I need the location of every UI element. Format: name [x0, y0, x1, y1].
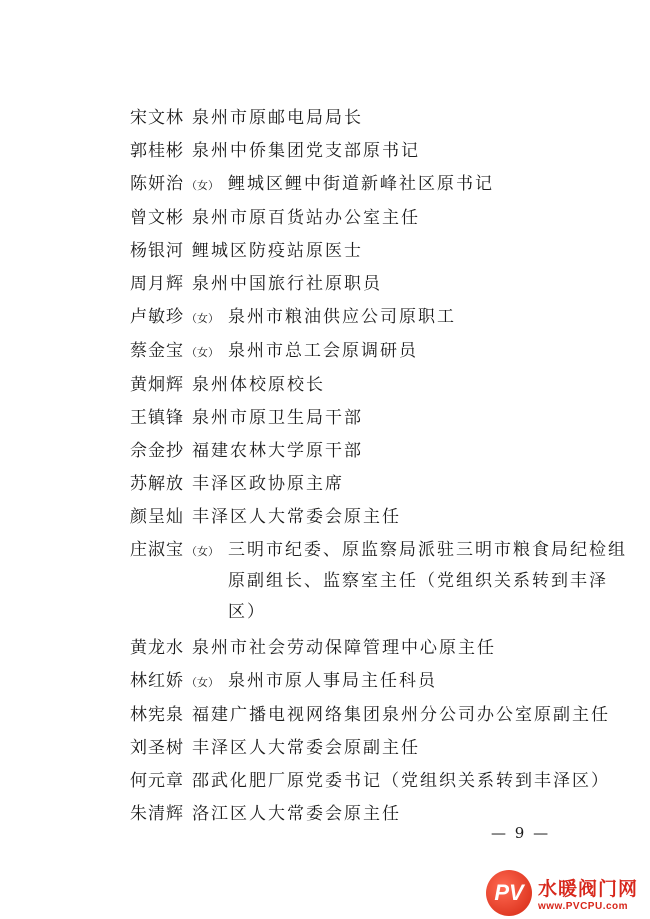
person-name: 黄炯辉	[130, 375, 184, 395]
watermark-text	[538, 874, 638, 912]
list-item	[130, 239, 630, 264]
person-role: 三明市纪委、原监察局派驻三明市粮食局纪检组原副组长、监察室主任（党组织关系转到丰泽区）	[228, 540, 627, 622]
list-item	[130, 769, 630, 794]
list-item	[130, 305, 630, 331]
person-name: 刘圣树	[130, 738, 184, 758]
person-name: 朱清辉	[130, 804, 184, 824]
person-name: 周月辉	[130, 274, 184, 294]
person	[130, 802, 184, 827]
person	[130, 669, 220, 695]
person-role: 福建广播电视网络集团泉州分公司办公室原副主任	[192, 705, 610, 725]
person	[130, 769, 184, 794]
list-item	[130, 206, 630, 231]
person-role: 泉州市原邮电局局长	[192, 108, 363, 128]
person-name: 宋文林	[130, 108, 184, 128]
person	[130, 472, 184, 497]
person-name: 陈妍治	[130, 174, 184, 194]
gender-note: （女）	[186, 179, 219, 192]
person-role: 泉州市总工会原调研员	[228, 341, 418, 361]
list-item	[130, 538, 630, 628]
person-name: 黄龙水	[130, 638, 184, 658]
gender-note: （女）	[186, 676, 219, 689]
person-role: 洛江区人大常委会原主任	[192, 804, 401, 824]
person	[130, 339, 220, 365]
person	[130, 139, 184, 164]
list-item	[130, 636, 630, 661]
person-name: 林宪泉	[130, 705, 184, 725]
personnel-list	[130, 106, 630, 835]
watermark-logo-icon: PV	[486, 870, 532, 916]
watermark-title: 水暖阀门网	[538, 877, 639, 900]
person	[130, 106, 184, 131]
list-item	[130, 505, 630, 530]
list-item	[130, 172, 630, 198]
person	[130, 406, 184, 431]
list-item	[130, 439, 630, 464]
person-name: 何元章	[130, 771, 184, 791]
person	[130, 305, 220, 331]
page-number: — 9 —	[491, 824, 551, 842]
person-name: 卢敏珍	[130, 307, 184, 327]
person-role: 鲤城区鲤中街道新峰社区原书记	[228, 174, 494, 194]
person	[130, 439, 184, 464]
list-item	[130, 373, 630, 398]
person	[130, 636, 184, 661]
person	[130, 373, 184, 398]
gender-note: （女）	[186, 312, 219, 325]
person	[130, 538, 220, 564]
person	[130, 206, 184, 231]
list-item	[130, 272, 630, 297]
person-name: 苏解放	[130, 474, 184, 494]
person	[130, 736, 184, 761]
list-item	[130, 669, 630, 695]
person-role: 泉州中国旅行社原职员	[192, 274, 382, 294]
list-item	[130, 106, 630, 131]
person-role: 泉州市原百货站办公室主任	[192, 208, 420, 228]
person-name: 杨银河	[130, 241, 184, 261]
watermark-url: www.PVCPU.com	[538, 900, 629, 912]
person-name: 庄淑宝	[130, 540, 184, 560]
person-name: 蔡金宝	[130, 341, 184, 361]
list-item	[130, 139, 630, 164]
person-role: 泉州市粮油供应公司原职工	[228, 307, 456, 327]
list-item	[130, 339, 630, 365]
person	[130, 272, 184, 297]
list-item	[130, 802, 630, 827]
person	[130, 703, 184, 728]
person	[130, 505, 184, 530]
watermark	[486, 866, 650, 919]
person-name: 佘金抄	[130, 441, 184, 461]
person-role: 丰泽区政协原主席	[192, 474, 344, 494]
list-item	[130, 406, 630, 431]
gender-note: （女）	[186, 346, 219, 359]
person-name: 曾文彬	[130, 208, 184, 228]
person-name: 郭桂彬	[130, 141, 184, 161]
person-name: 王镇锋	[130, 408, 184, 428]
person-role: 泉州市社会劳动保障管理中心原主任	[192, 638, 496, 658]
person-name: 颜呈灿	[130, 507, 184, 527]
person-role: 邵武化肥厂原党委书记（党组织关系转到丰泽区）	[192, 771, 610, 791]
list-item	[130, 736, 630, 761]
list-item	[130, 703, 630, 728]
list-item	[130, 472, 630, 497]
person-role: 丰泽区人大常委会原主任	[192, 507, 401, 527]
person-role: 泉州市原人事局主任科员	[228, 671, 437, 691]
person-role: 丰泽区人大常委会原副主任	[192, 738, 420, 758]
person-role: 泉州市原卫生局干部	[192, 408, 363, 428]
person-role: 鲤城区防疫站原医士	[192, 241, 363, 261]
person	[130, 172, 220, 198]
person	[130, 239, 184, 264]
person-role: 福建农林大学原干部	[192, 441, 363, 461]
person-name: 林红娇	[130, 671, 184, 691]
person-role: 泉州体校原校长	[192, 375, 325, 395]
gender-note: （女）	[186, 545, 219, 558]
person-role: 泉州中侨集团党支部原书记	[192, 141, 420, 161]
